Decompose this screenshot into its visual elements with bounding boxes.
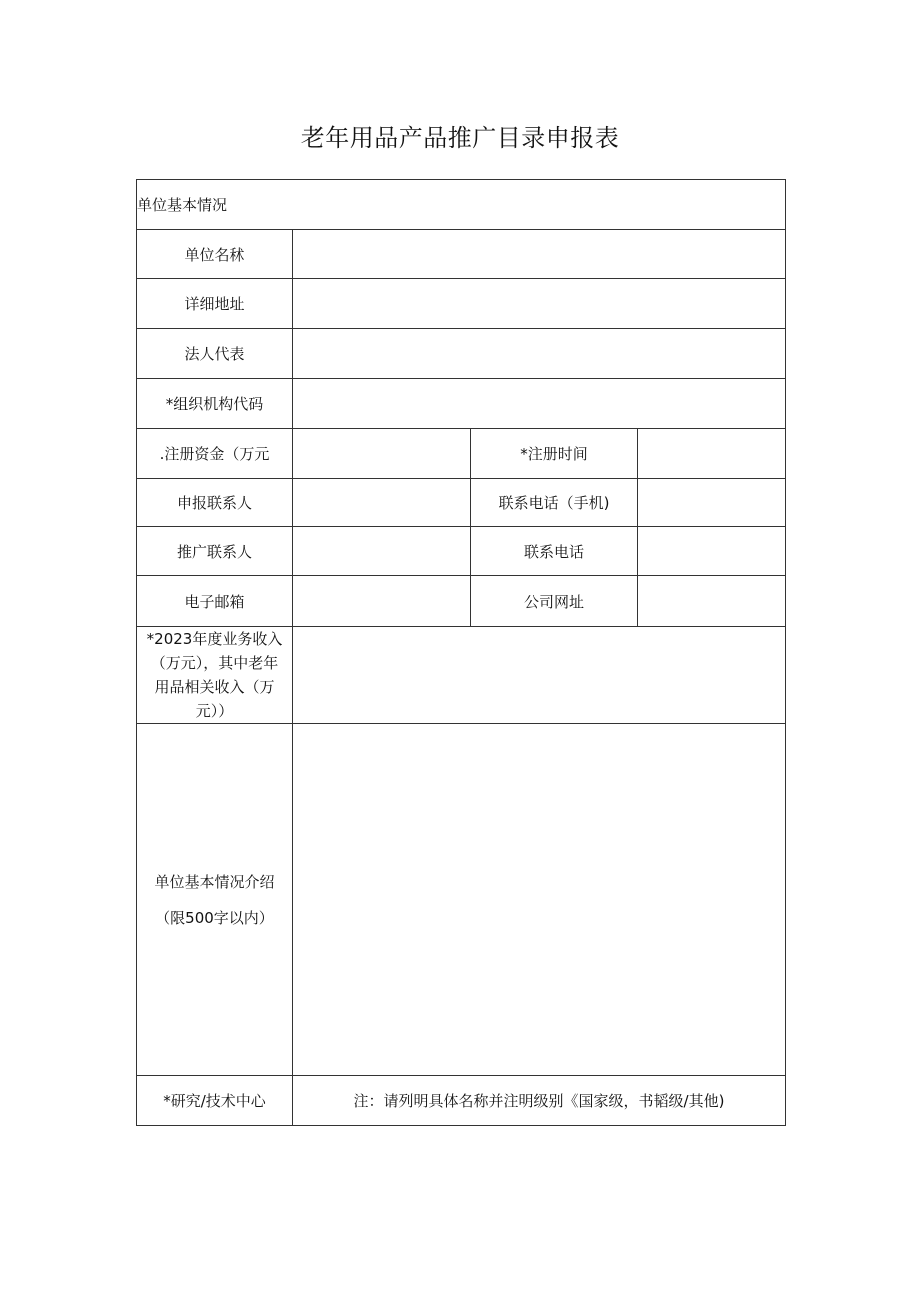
applicant-contact-row <box>137 479 786 527</box>
contact-mobile-field[interactable] <box>638 479 786 527</box>
promo-contact-label: 推广联系人 <box>137 527 293 576</box>
revenue-label-line-4: 元）） <box>195 702 234 720</box>
revenue-label-line-3: 用品相关收入（万 <box>154 678 275 696</box>
contact-mobile-label: 联系电话（手机) <box>471 479 638 527</box>
email-field[interactable] <box>293 576 471 627</box>
applicant-contact-label: 申报联系人 <box>137 479 293 527</box>
reg-time-label: *注册时间 <box>471 429 638 479</box>
page-title: 老年用品产品推广目录申报表 <box>300 124 620 152</box>
promo-contact-row <box>137 527 786 576</box>
website-label: 公司网址 <box>471 576 638 627</box>
reg-time-field[interactable] <box>638 429 786 479</box>
legal-rep-row <box>137 329 786 379</box>
contact-phone-field[interactable] <box>638 527 786 576</box>
applicant-contact-field[interactable] <box>293 479 471 527</box>
address-field[interactable] <box>293 279 786 329</box>
legal-rep-field[interactable] <box>293 329 786 379</box>
website-field[interactable] <box>638 576 786 627</box>
revenue-label-line-1: *2023年度业务收入 <box>146 630 283 648</box>
legal-rep-label: 法人代表 <box>137 329 293 379</box>
org-code-label: *组织机构代码 <box>137 379 293 429</box>
section-header: 单位基本情况 <box>137 180 786 230</box>
org-code-row <box>137 379 786 429</box>
intro-row <box>137 724 786 1076</box>
reg-capital-field[interactable] <box>293 429 471 479</box>
address-row <box>137 279 786 329</box>
intro-label <box>137 724 293 1076</box>
unit-name-field[interactable] <box>293 230 786 279</box>
revenue-field[interactable] <box>293 627 786 724</box>
intro-label-gap <box>137 894 292 906</box>
email-label: 电子邮箱 <box>137 576 293 627</box>
contact-phone-label: 联系电话 <box>471 527 638 576</box>
intro-field[interactable] <box>293 724 786 1076</box>
revenue-label-line-2: （万元），其中老年 <box>150 654 279 672</box>
unit-name-row <box>137 230 786 279</box>
rnd-center-label: *研究/技术中心 <box>137 1076 293 1126</box>
promo-contact-field[interactable] <box>293 527 471 576</box>
address-label: 详细地址 <box>137 279 293 329</box>
intro-label-line-1: 单位基本情况介绍 <box>154 872 275 891</box>
revenue-row <box>137 627 786 724</box>
capital-time-row <box>137 429 786 479</box>
rnd-center-note[interactable]: 注：请列明具体名称并注明级别《国家级，书韬级/其他) <box>293 1076 786 1126</box>
section-header-row <box>137 180 786 230</box>
org-code-field[interactable] <box>293 379 786 429</box>
reg-capital-label: .注册资金（万元 <box>137 429 293 479</box>
rnd-center-row <box>137 1076 786 1126</box>
intro-label-line-2: （限500字以内） <box>155 908 274 927</box>
revenue-label <box>137 627 293 724</box>
email-website-row <box>137 576 786 627</box>
application-form-table <box>136 179 786 1126</box>
unit-name-label: 单位名秫 <box>137 230 293 279</box>
